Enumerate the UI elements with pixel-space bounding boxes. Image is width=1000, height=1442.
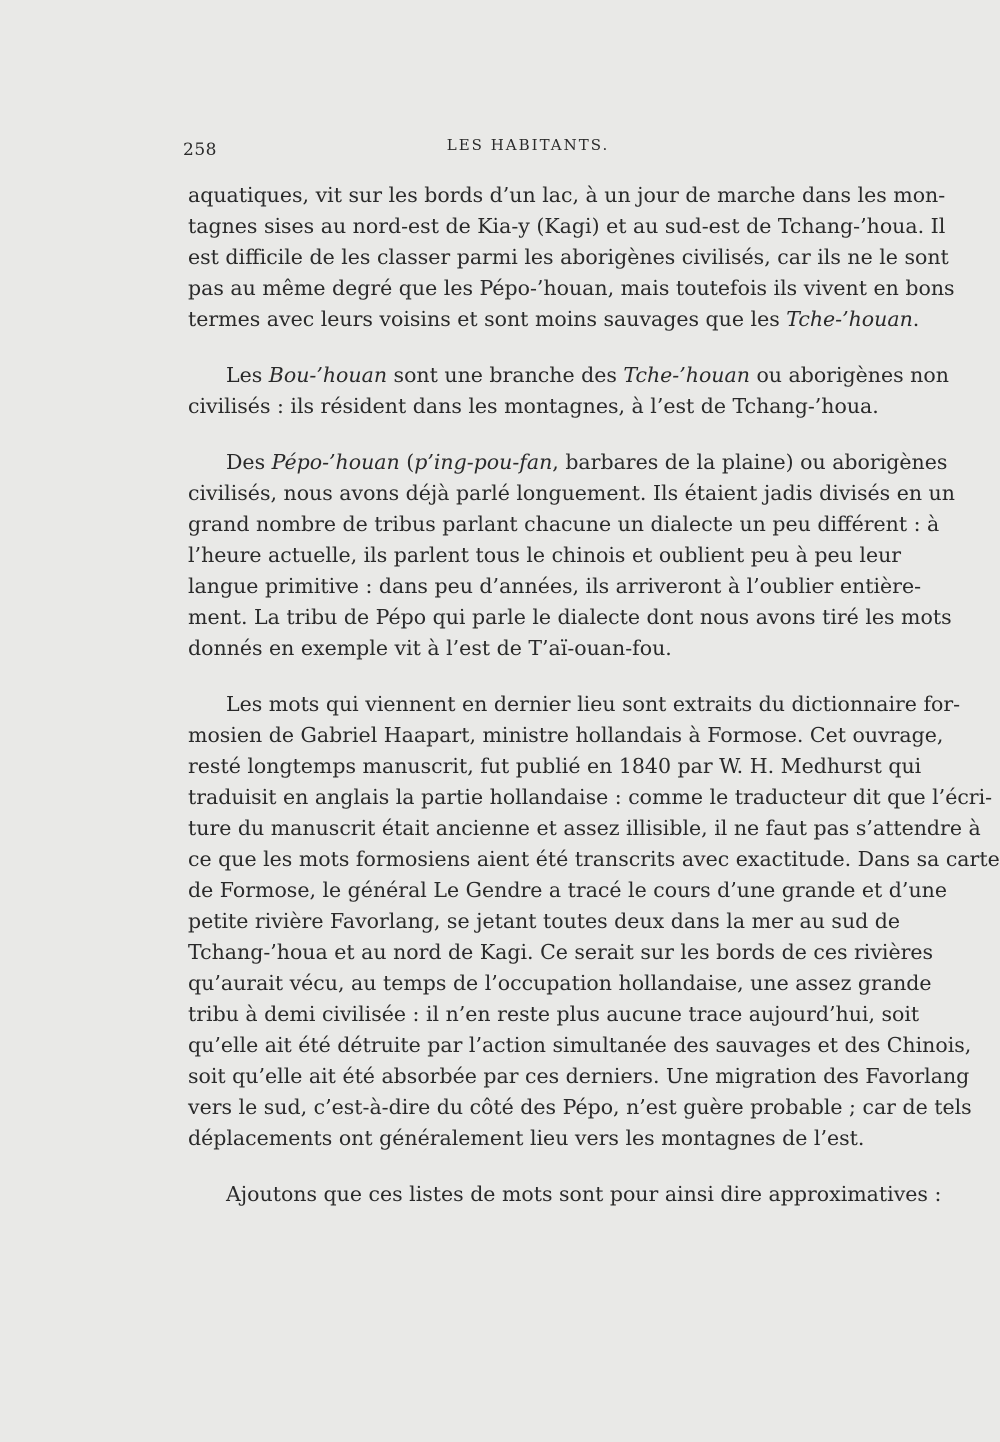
- text-segment: ce que les mots formosiens aient été transcrits avec exactitude. Dans sa carte: [188, 847, 1000, 871]
- text-segment: mosien de Gabriel Haapart, ministre hollandais à Formose. Cet ouvrage,: [188, 723, 944, 747]
- paragraph: [188, 360, 949, 422]
- text-line: [188, 751, 922, 782]
- text-segment: vers le sud, c’est-à-dire du côté des Pépo, n’est guère probable ; car de tels: [188, 1095, 972, 1119]
- text-segment: soit qu’elle ait été absorbée par ces derniers. Une migration des Favorlang: [188, 1064, 970, 1088]
- text-line: [188, 1061, 970, 1092]
- text-segment: Les mots qui viennent en dernier lieu sont extraits du dictionnaire for-: [226, 692, 961, 716]
- text-segment: ou aborigènes non: [749, 363, 949, 387]
- italic-term: Bou-’houan: [268, 363, 388, 387]
- text-line: [188, 720, 944, 751]
- text-segment: grand nombre de tribus parlant chacune un dialecte un peu différent : à: [188, 512, 940, 536]
- text-segment: civilisés, nous avons déjà parlé longuement. Ils étaient jadis divisés en un: [188, 481, 955, 505]
- text-body: [188, 180, 1000, 1235]
- text-line: [188, 571, 922, 602]
- text-segment: ment. La tribu de Pépo qui parle le dialecte dont nous avons tiré les mots: [188, 605, 952, 629]
- text-line: [188, 447, 948, 478]
- text-segment: , barbares de la plaine) ou aborigènes: [552, 450, 948, 474]
- running-title: LES HABITANTS.: [446, 136, 610, 154]
- text-line: [188, 1030, 972, 1061]
- text-segment: sont une branche des: [387, 363, 624, 387]
- text-segment: aquatiques, vit sur les bords d’un lac, à un jour de marche dans les mon-: [188, 183, 946, 207]
- italic-term: Tche-’houan: [786, 307, 913, 331]
- text-line: [188, 844, 1000, 875]
- text-segment: déplacements ont généralement lieu vers les montagnes de l’est.: [188, 1126, 865, 1150]
- text-segment: donnés en exemple vit à l’est de T’aï-ouan-fou.: [188, 636, 672, 660]
- text-segment: termes avec leurs voisins et sont moins sauvages que les: [188, 307, 787, 331]
- text-segment: tribu à demi civilisée : il n’en reste plus aucune trace aujourd’hui, soit: [188, 1002, 920, 1026]
- text-segment: Ajoutons que ces listes de mots sont pour ainsi dire approximatives :: [226, 1182, 942, 1206]
- text-line: [188, 180, 946, 211]
- text-line: [188, 633, 871, 664]
- text-segment: langue primitive : dans peu d’années, ils arriveront à l’oublier entière-: [188, 574, 922, 598]
- paragraph: [188, 180, 955, 335]
- text-segment: traduisit en anglais la partie hollandaise : comme le traducteur dit que l’écri-: [188, 785, 993, 809]
- text-segment: l’heure actuelle, ils parlent tous le chinois et oublient peu à peu leur: [188, 543, 902, 567]
- text-segment: tagnes sises au nord-est de Kia-y (Kagi) et au sud-est de Tchang-’houa. Il: [188, 214, 946, 238]
- text-line: [188, 273, 955, 304]
- text-line: [188, 211, 946, 242]
- text-segment: civilisés : ils résident dans les montagnes, à l’est de Tchang-’houa.: [188, 394, 879, 418]
- text-line: [188, 602, 952, 633]
- text-line: [188, 304, 920, 335]
- paragraph: [188, 689, 1000, 1154]
- text-line: [188, 937, 934, 968]
- text-line: [188, 540, 902, 571]
- italic-term: p’ing-pou-fan: [414, 450, 553, 474]
- text-segment: resté longtemps manuscrit, fut publié en 1840 par W. H. Medhurst qui: [188, 754, 922, 778]
- text-segment: Tchang-’houa et au nord de Kagi. Ce serait sur les bords de ces rivières: [188, 940, 934, 964]
- text-line: [188, 1092, 972, 1123]
- text-line: [188, 360, 949, 391]
- page-number: 258: [183, 140, 217, 160]
- text-segment: est difficile de les classer parmi les aborigènes civilisés, car ils ne le sont: [188, 245, 949, 269]
- text-segment: petite rivière Favorlang, se jetant toutes deux dans la mer au sud de: [188, 909, 901, 933]
- text-segment: .: [912, 307, 920, 331]
- text-segment: Des: [226, 450, 272, 474]
- text-segment: Les: [226, 363, 269, 387]
- text-line: [188, 906, 901, 937]
- text-line: [188, 875, 947, 906]
- text-line: [188, 968, 932, 999]
- text-line: [188, 478, 955, 509]
- paragraph: [188, 1179, 942, 1210]
- text-segment: qu’elle ait été détruite par l’action simultanée des sauvages et des Chinois,: [188, 1033, 972, 1057]
- text-segment: qu’aurait vécu, au temps de l’occupation hollandaise, une assez grande: [188, 971, 932, 995]
- text-line: [188, 1123, 871, 1154]
- text-line: [188, 813, 981, 844]
- italic-term: Pépo-’houan: [271, 450, 400, 474]
- page-header: [183, 136, 873, 160]
- text-line: [188, 509, 940, 540]
- text-line: [188, 782, 993, 813]
- text-segment: de Formose, le général Le Gendre a tracé le cours d’une grande et d’une: [188, 878, 947, 902]
- text-line: [188, 1179, 942, 1210]
- text-segment: (: [399, 450, 415, 474]
- italic-term: Tche-’houan: [623, 363, 750, 387]
- text-line: [188, 391, 879, 422]
- text-line: [188, 689, 961, 720]
- text-segment: ture du manuscrit était ancienne et assez illisible, il ne faut pas s’attendre à: [188, 816, 981, 840]
- text-segment: pas au même degré que les Pépo-’houan, mais toutefois ils vivent en bons: [188, 276, 955, 300]
- text-line: [188, 242, 949, 273]
- text-line: [188, 999, 920, 1030]
- paragraph: [188, 447, 955, 664]
